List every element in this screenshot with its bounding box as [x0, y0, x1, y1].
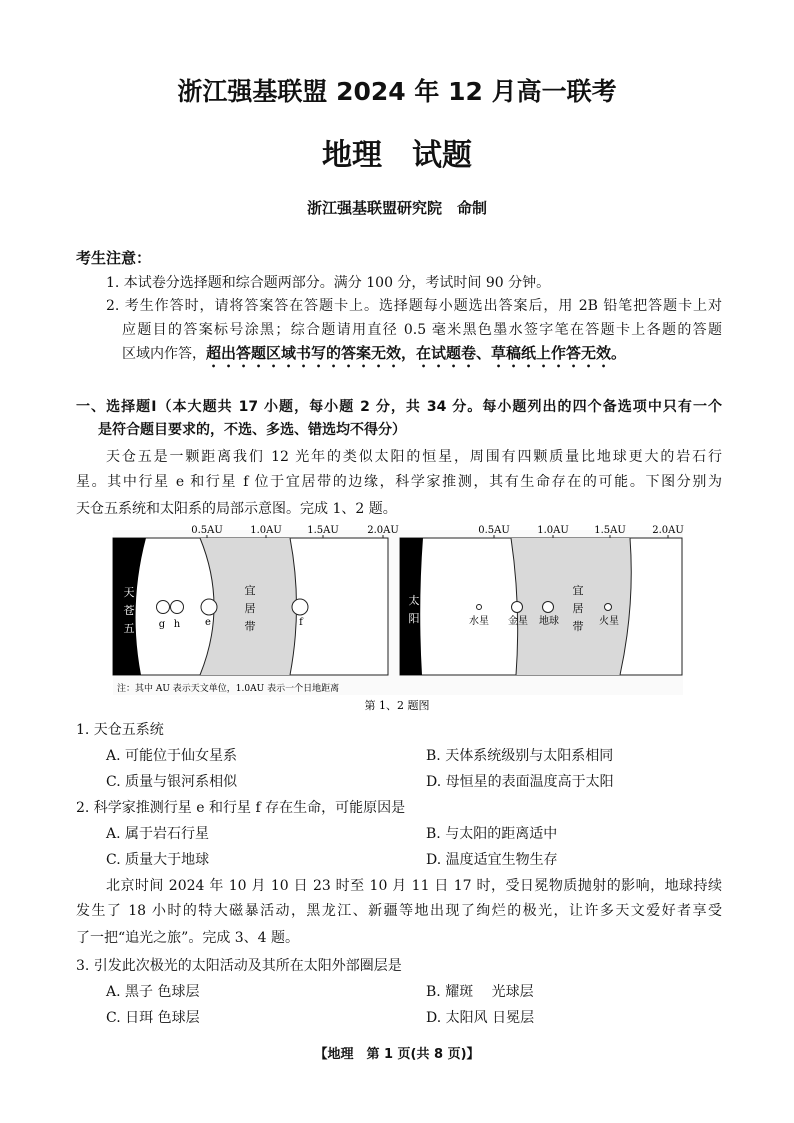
- question-2-option-b: B. 与太阳的距离适中: [426, 826, 558, 842]
- question-3-option-b: B. 耀斑 光球层: [426, 984, 534, 1000]
- notice-heading: 考生注意：: [76, 249, 152, 267]
- question-3-stem: 3. 引发此次极光的太阳活动及其所在太阳外部圈层是: [76, 958, 402, 974]
- question-2-stem: 2. 科学家推测行星 e 和行星 f 存在生命，可能原因是: [76, 800, 406, 816]
- question-3-option-a: A. 黑子 色球层: [106, 984, 200, 1000]
- question-2-option-a: A. 属于岩石行星: [106, 826, 210, 842]
- planet-label: 水星: [469, 616, 489, 627]
- axis-tick-label: 1.5AU: [594, 525, 626, 536]
- question-3-option-d: D. 太阳风 日冕层: [426, 1010, 535, 1026]
- right-panel-solar-system: [400, 525, 684, 675]
- axis-tick-label: 2.0AU: [367, 525, 399, 536]
- axis-tick-label: 1.0AU: [537, 525, 569, 536]
- planet-label: 火星: [599, 616, 619, 627]
- sun-label: 阳: [408, 612, 420, 625]
- planet-h: [171, 601, 184, 614]
- exam-title: 浙江强基联盟 2024 年 12 月高一联考: [177, 77, 617, 106]
- axis-tick-label: 0.5AU: [478, 525, 510, 536]
- passage2-line: 发生了 18 小时的特大磁暴活动，黑龙江、新疆等地出现了绚烂的极光，让许多天文爱好者享受: [76, 903, 722, 919]
- planet-e: [201, 599, 217, 615]
- question-2-option-d: D. 温度适宜生物生存: [426, 852, 558, 868]
- question-2-option-c: C. 质量大于地球: [106, 852, 210, 868]
- passage2-line: 了一把“追光之旅”。完成 3、4 题。: [76, 930, 300, 946]
- axis-tick-label: 0.5AU: [191, 525, 223, 536]
- planet-label: g: [158, 619, 166, 630]
- planet-earth: [543, 602, 554, 613]
- question-3-option-c: C. 日珥 色球层: [106, 1010, 200, 1026]
- planet-f: [292, 599, 308, 615]
- axis-tick-label: 2.0AU: [652, 525, 684, 536]
- question-1-option-b: B. 天体系统级别与太阳系相同: [426, 748, 614, 764]
- subject-title: 地理 试题: [322, 138, 472, 173]
- passage1-line: 天仓五是一颗距离我们 12 光年的类似太阳的恒星，周围有四颗质量比地球更大的岩石行: [106, 449, 722, 465]
- star-label: 五: [123, 622, 135, 635]
- habitable-zone-label: 宜: [244, 584, 256, 597]
- planet-label: h: [173, 619, 181, 630]
- planet-label: 地球: [539, 616, 559, 627]
- notice-emphasis-text: 超出答题区域书写的答案无效，在试题卷、草稿纸上作答无效。: [206, 344, 627, 362]
- habitable-zone-label: 居: [572, 602, 584, 615]
- figure-note: 注：其中 AU 表示天文单位，1.0AU 表示一个日地距离: [117, 684, 340, 694]
- sun-label: 太: [408, 594, 420, 607]
- section-heading-line-2: 是符合题目要求的，不选、多选、错选均不得分）: [98, 422, 406, 438]
- star-label: 苍: [123, 604, 135, 617]
- passage1-line: 星。其中行星 e 和行星 f 位于宜居带的边缘，科学家推测，其有生命存在的可能。下图分别为: [76, 474, 722, 490]
- notice-plain-text: 区域内作答，: [122, 346, 206, 362]
- question-1-option-c: C. 质量与银河系相似: [106, 774, 238, 790]
- habitable-zone-label: 带: [244, 620, 256, 633]
- planet-label: 金星: [508, 616, 528, 627]
- figure-caption: 第 1、2 题图: [364, 699, 430, 712]
- page-footer: 【地理 第 1 页(共 8 页)】: [314, 1047, 480, 1062]
- habitable-zone-label: 宜: [572, 584, 584, 597]
- passage1-line: 天仓五系统和太阳系的局部示意图。完成 1、2 题。: [76, 501, 397, 517]
- passage2-line: 北京时间 2024 年 10 月 10 日 23 时至 10 月 11 日 17 时，受日冕物质抛射的影响，地球持续: [106, 878, 722, 894]
- axis-tick-label: 1.0AU: [250, 525, 282, 536]
- planet-g: [157, 601, 170, 614]
- question-1-option-a: A. 可能位于仙女星系: [106, 748, 238, 764]
- planet-venus: [512, 602, 523, 613]
- question-1-stem: 1. 天仓五系统: [76, 722, 164, 738]
- planet-mercury: [477, 605, 482, 610]
- planet-label: e: [205, 617, 211, 628]
- planet-label: f: [299, 617, 303, 628]
- axis-tick-label: 1.5AU: [307, 525, 339, 536]
- habitable-zone-label: 带: [572, 620, 584, 633]
- star-label: 天: [123, 586, 135, 599]
- question-1-option-d: D. 母恒星的表面温度高于太阳: [426, 774, 614, 790]
- notice-item-2-line-2: 应题目的答案标号涂黑；综合题请用直径 0.5 毫米黑色墨水签字笔在答题卡上各题的答题: [122, 322, 722, 338]
- publisher: 浙江强基联盟研究院 命制: [306, 199, 487, 217]
- habitable-zone-label: 居: [244, 602, 256, 615]
- section-heading-line-1: 一、选择题Ⅰ（本大题共 17 小题，每小题 2 分，共 34 分。每小题列出的四个备选项中只有一个: [76, 399, 722, 415]
- notice-item-1: 1. 本试卷分选择题和综合题两部分。满分 100 分，考试时间 90 分钟。: [106, 275, 551, 291]
- planet-mars: [605, 604, 612, 611]
- notice-item-2-line-1: 2. 考生作答时，请将答案答在答题卡上。选择题每小题选出答案后，用 2B 铅笔把答题卡上对: [106, 298, 722, 314]
- left-panel-tiancangwu: [113, 525, 399, 675]
